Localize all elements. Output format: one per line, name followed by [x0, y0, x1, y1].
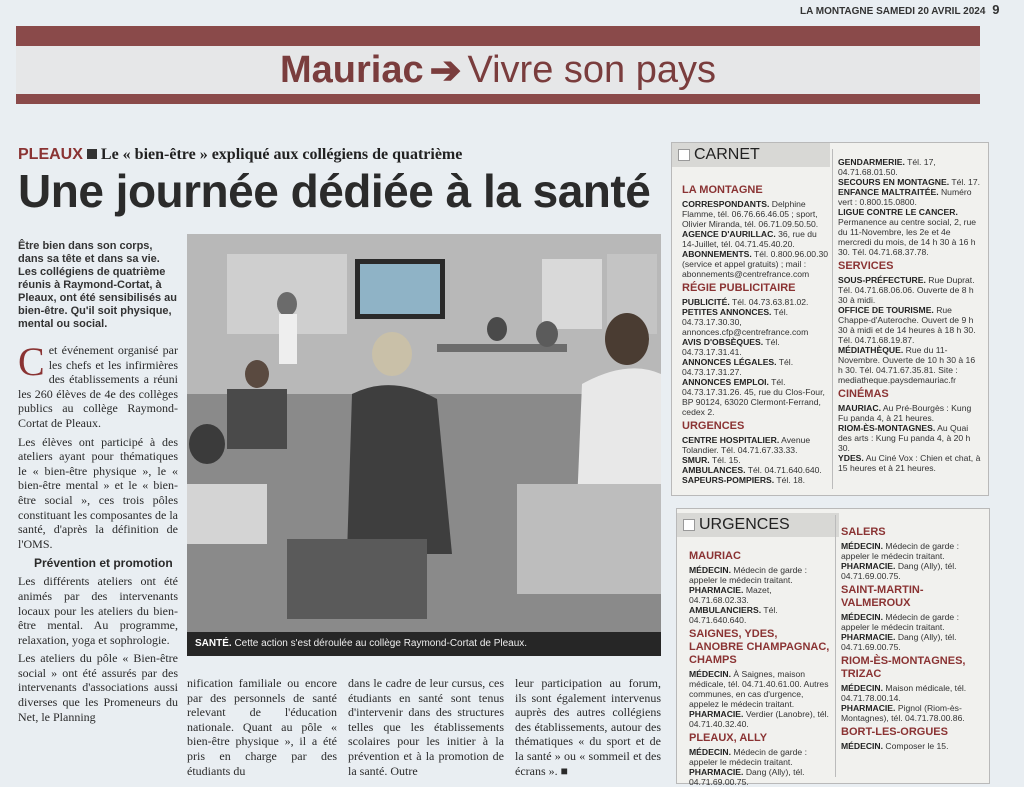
carnet-column-1: [682, 181, 828, 491]
classroom-photo: [187, 234, 661, 656]
listing-entry-text: Mazet, 04.71.68.02.33.: [689, 585, 772, 605]
listing-entry-text: Tél. 04.73.63.81.02.: [729, 297, 809, 307]
listing-entry-label: MÉDECIN.: [689, 747, 732, 757]
listing-entry-text: Au Pré-Bourgès : Kung Fu panda 4, à 21 heures.: [838, 403, 972, 423]
listing-entry-text: Tél. 17, 04.71.68.01.50.: [838, 157, 936, 177]
listing-entry: [689, 767, 833, 787]
listing-entry-label: PHARMACIE.: [689, 709, 744, 719]
column-2-text: nification familiale ou encore par des personnels de santé relevant de l'éducation nationale. Quant au pôle « bien-être physique », il a été pris en charge par des étudiants du: [187, 676, 337, 778]
listing-entry: [841, 703, 985, 723]
listing-heading: BORT-LES-ORGUES: [841, 726, 948, 738]
listing-entry: [841, 683, 985, 703]
listing-entry-label: OFFICE DE TOURISME.: [838, 305, 934, 315]
listing-entry: [682, 199, 828, 229]
square-bullet-icon: [87, 149, 97, 159]
banner-town: Mauriac: [279, 48, 424, 91]
masthead-date: SAMEDI 20 AVRIL 2024: [876, 6, 986, 17]
listing-entry: [689, 709, 833, 729]
listing-entry: [682, 249, 828, 279]
listing-heading: SAINT-MARTIN-VALMEROUX: [841, 584, 924, 609]
listing-entry: [689, 605, 833, 625]
listing-entry-label: MÉDIATHÈQUE.: [838, 345, 904, 355]
article-lead: Être bien dans son corps, dans sa tête et dans sa vie. Les collégiens de quatrième réunis à Raymond-Cortat, à Pleaux, ont été sensibilisés au bien-être. Qu'il soit physique, mental ou social.: [18, 240, 177, 330]
listing-entry: [682, 297, 828, 307]
listing-heading: PLEAUX, ALLY: [689, 732, 768, 744]
urgences-column-1: [689, 547, 833, 787]
listing-entry-text: Verdier (Lanobre), tél. 04.71.40.32.40.: [689, 709, 829, 729]
article-photo: [187, 234, 661, 656]
listing-entry-text: Pignol (Riom-ès-Montagnes), tél. 04.71.78.00.86.: [841, 703, 965, 723]
listing-heading: RIOM-ÈS-MONTAGNES, TRIZAC: [841, 655, 966, 680]
listing-entry-label: MÉDECIN.: [841, 741, 884, 751]
listing-entry-text: Delphine Flamme, tél. 06.76.66.46.05 ; sport, Olivier Miranda, tél. 06.71.09.50.50.: [682, 199, 819, 229]
listing-entry-text: Tél. 04.73.17.31.41.: [682, 337, 780, 357]
section-banner: [16, 26, 980, 104]
photo-caption: [187, 632, 661, 656]
listing-entry-label: RIOM-ÈS-MONTAGNES.: [838, 423, 936, 433]
listing-entry: [689, 585, 833, 605]
listing-entry-label: MÉDECIN.: [841, 612, 884, 622]
section-banner-label: [16, 46, 980, 94]
listing-entry: [838, 305, 982, 345]
listing-entry-label: ENFANCE MALTRAITÉE.: [838, 187, 939, 197]
article-column-1: [18, 339, 178, 782]
listing-entry-text: Dang (Ally), tél. 04.71.69.00.75.: [689, 767, 805, 787]
listing-entry-label: SOUS-PRÉFECTURE.: [838, 275, 926, 285]
listing-entry: [838, 423, 982, 453]
paragraph-1: et événement organisé par les chefs et les infirmières des établissements a réuni les 260 élèves de 4e des collèges publics au collège Raymond-Cortat de Pleaux.: [18, 343, 178, 430]
listing-entry: [682, 475, 828, 485]
listing-entry-text: Tél. 0.800.96.00.30 (service et appel gratuits) ; mail : abonnements@centrefrance.com: [682, 249, 829, 279]
article-section: PLEAUX: [18, 146, 83, 163]
listing-entry-label: CORRESPONDANTS.: [682, 199, 770, 209]
listing-entry: [838, 275, 982, 305]
listing-entry-text: Au Ciné Vox : Chien et chat, à 15 heures et à 21 heures.: [838, 453, 981, 473]
listing-entry-label: AGENCE D'AURILLAC.: [682, 229, 776, 239]
listing-heading: MAURIAC: [689, 550, 741, 562]
listing-entry-text: Rue du 11-Novembre. Ouverte de 10 h 30 à 16 h 30. Tél. 04.71.67.35.81. Site : mediatheque.paysdemauriac.fr: [838, 345, 976, 385]
carnet-column-2: [838, 157, 982, 491]
listing-entry-label: YDES.: [838, 453, 864, 463]
urgences-column-2: [841, 523, 985, 781]
listing-entry-label: SAPEURS-POMPIERS.: [682, 475, 775, 485]
article-column-3: [348, 676, 504, 782]
article-column-4: [515, 676, 661, 782]
listing-entry-label: PHARMACIE.: [689, 767, 744, 777]
listing-entry-label: MÉDECIN.: [841, 541, 884, 551]
listing-entry: [838, 207, 982, 257]
listing-heading: URGENCES: [682, 420, 745, 432]
listing-heading: SERVICES: [838, 260, 894, 272]
listing-entry: [682, 435, 828, 455]
listing-entry-text: Rue Duprat. Tél. 04.71.68.06.06. Ouverte de 8 h 30 à midi.: [838, 275, 975, 305]
listing-entry-label: GENDARMERIE.: [838, 157, 905, 167]
paragraph-3: Les différents ateliers ont été animés par des intervenants locaux pour les ateliers du bien-être mental. Au programme, relaxation, yoga et sophrologie.: [18, 574, 178, 647]
listing-entry-text: Médecin de garde : appeler le médecin traitant.: [689, 747, 807, 767]
listing-entry-text: Tél. 15.: [709, 455, 741, 465]
listing-entry: [841, 632, 985, 652]
drop-cap: C: [18, 339, 45, 384]
listing-entry-label: PHARMACIE.: [689, 585, 744, 595]
listing-entry-text: Dang (Ally), tél. 04.71.69.00.75.: [841, 561, 957, 581]
listing-entry: [838, 187, 982, 207]
listing-entry: [689, 669, 833, 709]
article-column-2: [187, 676, 337, 782]
listing-heading: RÉGIE PUBLICITAIRE: [682, 282, 796, 294]
listing-entry: [682, 337, 828, 357]
listing-entry-text: Composer le 15.: [883, 741, 949, 751]
urgences-title: URGENCES: [677, 513, 839, 537]
kicker-text: Le « bien-être » expliqué aux collégiens de quatrième: [100, 146, 463, 163]
listing-entry-text: Tél. 04.73.17.30.30, annonces.cfp@centrefrance.com: [682, 307, 809, 337]
listing-entry-text: Numéro vert : 0.800.15.0800.: [838, 187, 972, 207]
listing-entry: [841, 612, 985, 632]
listing-entry-text: Rue Chappe-d'Auteroche. Ouvert de 9 h 30 à midi et de 14 heures à 18 h 30. Tél. 04.71.68.19.87.: [838, 305, 976, 345]
listing-entry: [838, 345, 982, 385]
listing-entry-label: AMBULANCIERS.: [689, 605, 762, 615]
listing-entry-label: AMBULANCES.: [682, 465, 746, 475]
listing-entry: [682, 377, 828, 417]
listing-entry: [682, 465, 828, 475]
listing-entry: [838, 177, 982, 187]
listing-entry-label: ABONNEMENTS.: [682, 249, 752, 259]
listing-entry-text: Maison médicale, tél. 04.71.78.00.14.: [841, 683, 967, 703]
listing-entry-text: Tél. 04.73.17.31.26. 45, rue du Clos-Four, BP 90124, 63020 Clermont-Ferrand, cedex 2.: [682, 377, 825, 417]
listing-entry-text: Médecin de garde : appeler le médecin traitant.: [689, 565, 807, 585]
listing-entry: [841, 541, 985, 561]
listing-entry-text: Au Quai des arts : Kung Fu panda 4, à 20 h 30.: [838, 423, 971, 453]
listing-entry-text: Tél. 18.: [774, 475, 806, 485]
listing-heading: SALERS: [841, 526, 886, 538]
listing-entry-text: Tél. 04.73.17.31.27.: [682, 357, 794, 377]
listing-entry-label: PHARMACIE.: [841, 703, 896, 713]
masthead-paper: LA MONTAGNE: [800, 6, 874, 17]
listing-entry: [682, 357, 828, 377]
carnet-title: CARNET: [672, 143, 830, 167]
listing-entry: [841, 561, 985, 581]
listing-entry-label: MÉDECIN.: [841, 683, 884, 693]
page-number: 9: [992, 2, 1000, 17]
listing-entry-label: ANNONCES LÉGALES.: [682, 357, 777, 367]
listing-entry-label: ANNONCES EMPLOI.: [682, 377, 769, 387]
listing-entry-label: PHARMACIE.: [841, 632, 896, 642]
listing-entry: [689, 565, 833, 585]
article-kicker: [18, 146, 462, 164]
listing-entry-text: Tél. 17.: [949, 177, 980, 187]
listing-entry-text: Médecin de garde : appeler le médecin traitant.: [841, 541, 959, 561]
listing-entry: [682, 307, 828, 337]
listing-entry-text: Tél. 04.71.640.640.: [689, 605, 778, 625]
caption-label: SANTÉ.: [195, 638, 232, 649]
listing-entry-text: À Saignes, maison médicale, tél. 04.71.40.61.00. Autres communes, en cas d'urgence, appelez le médecin traitant.: [689, 669, 829, 709]
listing-entry-label: CENTRE HOSPITALIER.: [682, 435, 780, 445]
masthead: [800, 2, 999, 17]
article-subhead: Prévention et promotion: [34, 556, 173, 571]
listing-entry: [689, 747, 833, 767]
listing-heading: CINÉMAS: [838, 388, 889, 400]
listing-entry-text: 36, rue du 14-Juillet, tél. 04.71.45.40.20.: [682, 229, 817, 249]
listing-entry-label: LIGUE CONTRE LE CANCER.: [838, 207, 958, 217]
urgences-box: [676, 508, 990, 787]
article-headline: Une journée dédiée à la santé: [18, 165, 651, 217]
listing-entry: [838, 157, 982, 177]
column-3-text: dans le cadre de leur cursus, ces étudiants en santé sont tenus d'intervenir dans des structures telles que les établissements scolaires pour les initier à la prévention et à la promotion de la santé. Outre: [348, 676, 504, 778]
paragraph-4: Les ateliers du pôle « Bien-être social » ont été assurés par des intervenants d'associations aussi diverses que les Promeneurs du Net, le Planning: [18, 651, 178, 724]
listing-entry: [838, 453, 982, 473]
listing-entry-label: MÉDECIN.: [689, 565, 732, 575]
listing-entry-text: Médecin de garde : appeler le médecin traitant.: [841, 612, 959, 632]
listing-entry-text: Dang (Ally), tél. 04.71.69.00.75.: [841, 632, 957, 652]
listing-heading: LA MONTAGNE: [682, 184, 763, 196]
listing-entry-label: PHARMACIE.: [841, 561, 896, 571]
listing-entry-label: AVIS D'OBSÈQUES.: [682, 337, 764, 347]
listing-entry: [841, 741, 985, 751]
listing-entry-label: MÉDECIN.: [689, 669, 732, 679]
listing-entry: [682, 229, 828, 249]
listing-entry-label: PETITES ANNONCES.: [682, 307, 772, 317]
paragraph-2: Les élèves ont participé à des ateliers ayant pour thématiques le « bien-être physique », le « bien-être mental » et le « bien-être social », ces trois pôles constituant les composantes de la santé, d'après la définition de l'OMS.: [18, 434, 178, 551]
carnet-box: [671, 142, 989, 496]
listing-entry-text: Permanence au centre social, 2, rue du 11-Novembre, les 2e et 4e mercredi du mois, de 14 h 30 à 16 h 30. Tél. 04.71.68.37.78.: [838, 217, 977, 257]
listing-entry-label: SECOURS EN MONTAGNE.: [838, 177, 950, 187]
listing-entry-text: Tél. 04.71.640.640.: [745, 465, 822, 475]
banner-rubric: Vivre son pays: [467, 48, 716, 91]
column-4-text: leur participation au forum, ils sont également intervenus auprès des autres collégiens des établissements, autour des thématiques « du sport et de la santé » ou « sommeil et des écrans ». ■: [515, 676, 661, 778]
listing-heading: SAIGNES, YDES, LANOBRE CHAMPAGNAC, CHAMPS: [689, 628, 830, 666]
listing-entry-text: Avenue Tolandier. Tél. 04.71.67.33.33.: [682, 435, 811, 455]
arrow-icon: ➔: [429, 49, 462, 92]
listing-entry-label: SMUR.: [682, 455, 710, 465]
caption-text: Cette action s'est déroulée au collège Raymond-Cortat de Pleaux.: [234, 638, 528, 649]
listing-entry: [682, 455, 828, 465]
listing-entry-label: PUBLICITÉ.: [682, 297, 730, 307]
listing-entry-label: MAURIAC.: [838, 403, 881, 413]
listing-entry: [838, 403, 982, 423]
